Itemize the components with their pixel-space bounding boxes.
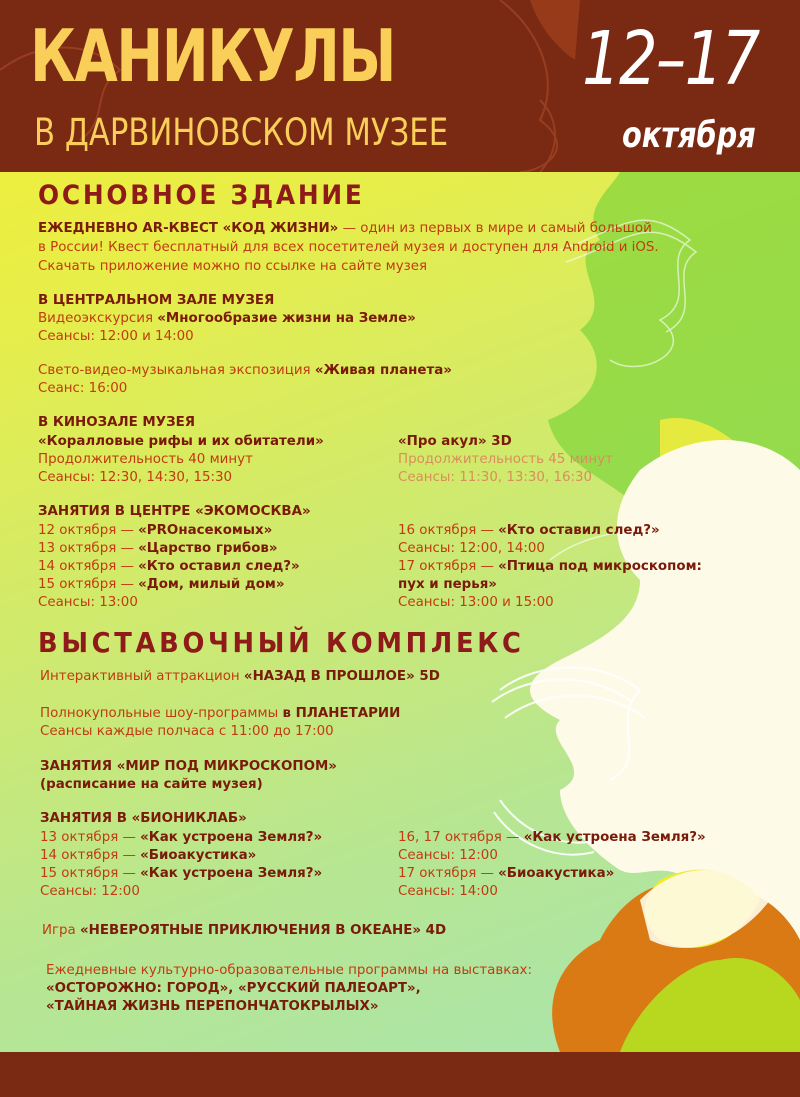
film2-sessions: Сеансы: 11:30, 13:30, 16:30 — [398, 470, 593, 485]
eco-right-sessions: Сеансы: 13:00 и 15:00 — [398, 595, 554, 610]
expo-session: Сеанс: 16:00 — [38, 381, 128, 396]
film2-duration: Продолжительность 45 минут — [398, 452, 613, 467]
eco-right-item: 16 октября — «Кто оставил след?» — [398, 523, 660, 538]
attraction: Интерактивный аттракцион «НАЗАД В ПРОШЛОЕ» 5D — [40, 669, 440, 684]
ecomoscow-title: ЗАНЯТИЯ В ЦЕНТРЕ «ЭКОМОСКВА» — [38, 504, 311, 519]
bionik-item: 15 октября — «Как устроена Земля?» — [40, 866, 323, 881]
bionik-item: 13 октября — «Как устроена Земля?» — [40, 830, 323, 845]
event-dates: 12–17 — [582, 16, 759, 102]
bionik-item: 14 октября — «Биоакустика» — [40, 848, 257, 863]
expo: Свето-видео-музыкальная экспозиция «Живая планета» — [38, 363, 452, 378]
ar-quest-description: в России! Квест бесплатный для всех посетителей музея и доступен для Android и iOS. — [38, 240, 659, 255]
bionik-right-item: 16, 17 октября — «Как устроена Земля?» — [398, 830, 706, 845]
main-building-heading: ОСНОВНОЕ ЗДАНИЕ — [38, 180, 365, 211]
footer-bar — [0, 1052, 800, 1097]
film2-title: «Про акул» 3D — [398, 434, 512, 449]
bionik-right-sessions: Сеансы: 12:00 — [398, 848, 498, 863]
poster-subtitle: В ДАРВИНОВСКОМ МУЗЕЕ — [34, 111, 449, 154]
daily-programs: Ежедневные культурно-образовательные программы на выставках: — [46, 963, 532, 978]
planetarium-sessions: Сеансы каждые полчаса с 11:00 до 17:00 — [40, 724, 334, 739]
eco-item: 12 октября — «PROнасекомых» — [38, 523, 273, 538]
bionik-title: ЗАНЯТИЯ В «БИОНИКЛАБ» — [40, 811, 247, 826]
eco-right-item-cont: пух и перья» — [398, 577, 497, 592]
film1-duration: Продолжительность 40 минут — [38, 452, 253, 467]
ocean-game: Игра «НЕВЕРОЯТНЫЕ ПРИКЛЮЧЕНИЯ В ОКЕАНЕ» 4D — [42, 923, 447, 938]
bionik-right-sessions: Сеансы: 14:00 — [398, 884, 498, 899]
central-hall-title: В ЦЕНТРАЛЬНОМ ЗАЛЕ МУЗЕЯ — [38, 293, 275, 308]
poster-title: КАНИКУЛЫ — [30, 14, 395, 98]
microscope-title: ЗАНЯТИЯ «МИР ПОД МИКРОСКОПОМ» — [40, 759, 337, 774]
eco-left-sessions: Сеансы: 13:00 — [38, 595, 138, 610]
eco-item: 13 октября — «Царство грибов» — [38, 541, 278, 556]
film1-sessions: Сеансы: 12:30, 14:30, 15:30 — [38, 470, 233, 485]
eco-right-item: 17 октября — «Птица под микроскопом: — [398, 559, 702, 574]
eco-right-sessions: Сеансы: 12:00, 14:00 — [398, 541, 545, 556]
daily-exhibits: «ТАЙНАЯ ЖИЗНЬ ПЕРЕПОНЧАТОКРЫЛЫХ» — [46, 999, 379, 1014]
cinema-title: В КИНОЗАЛЕ МУЗЕЯ — [38, 415, 196, 430]
bionik-left-sessions: Сеансы: 12:00 — [40, 884, 140, 899]
ar-quest-line: ЕЖЕДНЕВНО AR-КВЕСТ «КОД ЖИЗНИ» — один из первых в мире и самый большой — [38, 221, 652, 236]
daily-exhibits: «ОСТОРОЖНО: ГОРОД», «РУССКИЙ ПАЛЕОАРТ», — [46, 981, 421, 996]
ar-quest-download: Скачать приложение можно по ссылке на сайте музея — [38, 259, 428, 274]
event-month: октября — [622, 115, 756, 156]
eco-item: 14 октября — «Кто оставил след?» — [38, 559, 300, 574]
video-tour-sessions: Сеансы: 12:00 и 14:00 — [38, 329, 194, 344]
bionik-right-item: 17 октября — «Биоакустика» — [398, 866, 615, 881]
microscope-note: (расписание на сайте музея) — [40, 777, 263, 792]
planetarium: Полнокупольные шоу-программы в ПЛАНЕТАРИИ — [40, 706, 401, 721]
exhibition-heading: ВЫСТАВОЧНЫЙ КОМПЛЕКС — [38, 626, 525, 659]
film1-title: «Коралловые рифы и их обитатели» — [38, 434, 324, 449]
video-tour: Видеоэкскурсия «Многообразие жизни на Земле» — [38, 311, 416, 326]
header-banner — [0, 0, 800, 172]
eco-item: 15 октября — «Дом, милый дом» — [38, 577, 285, 592]
